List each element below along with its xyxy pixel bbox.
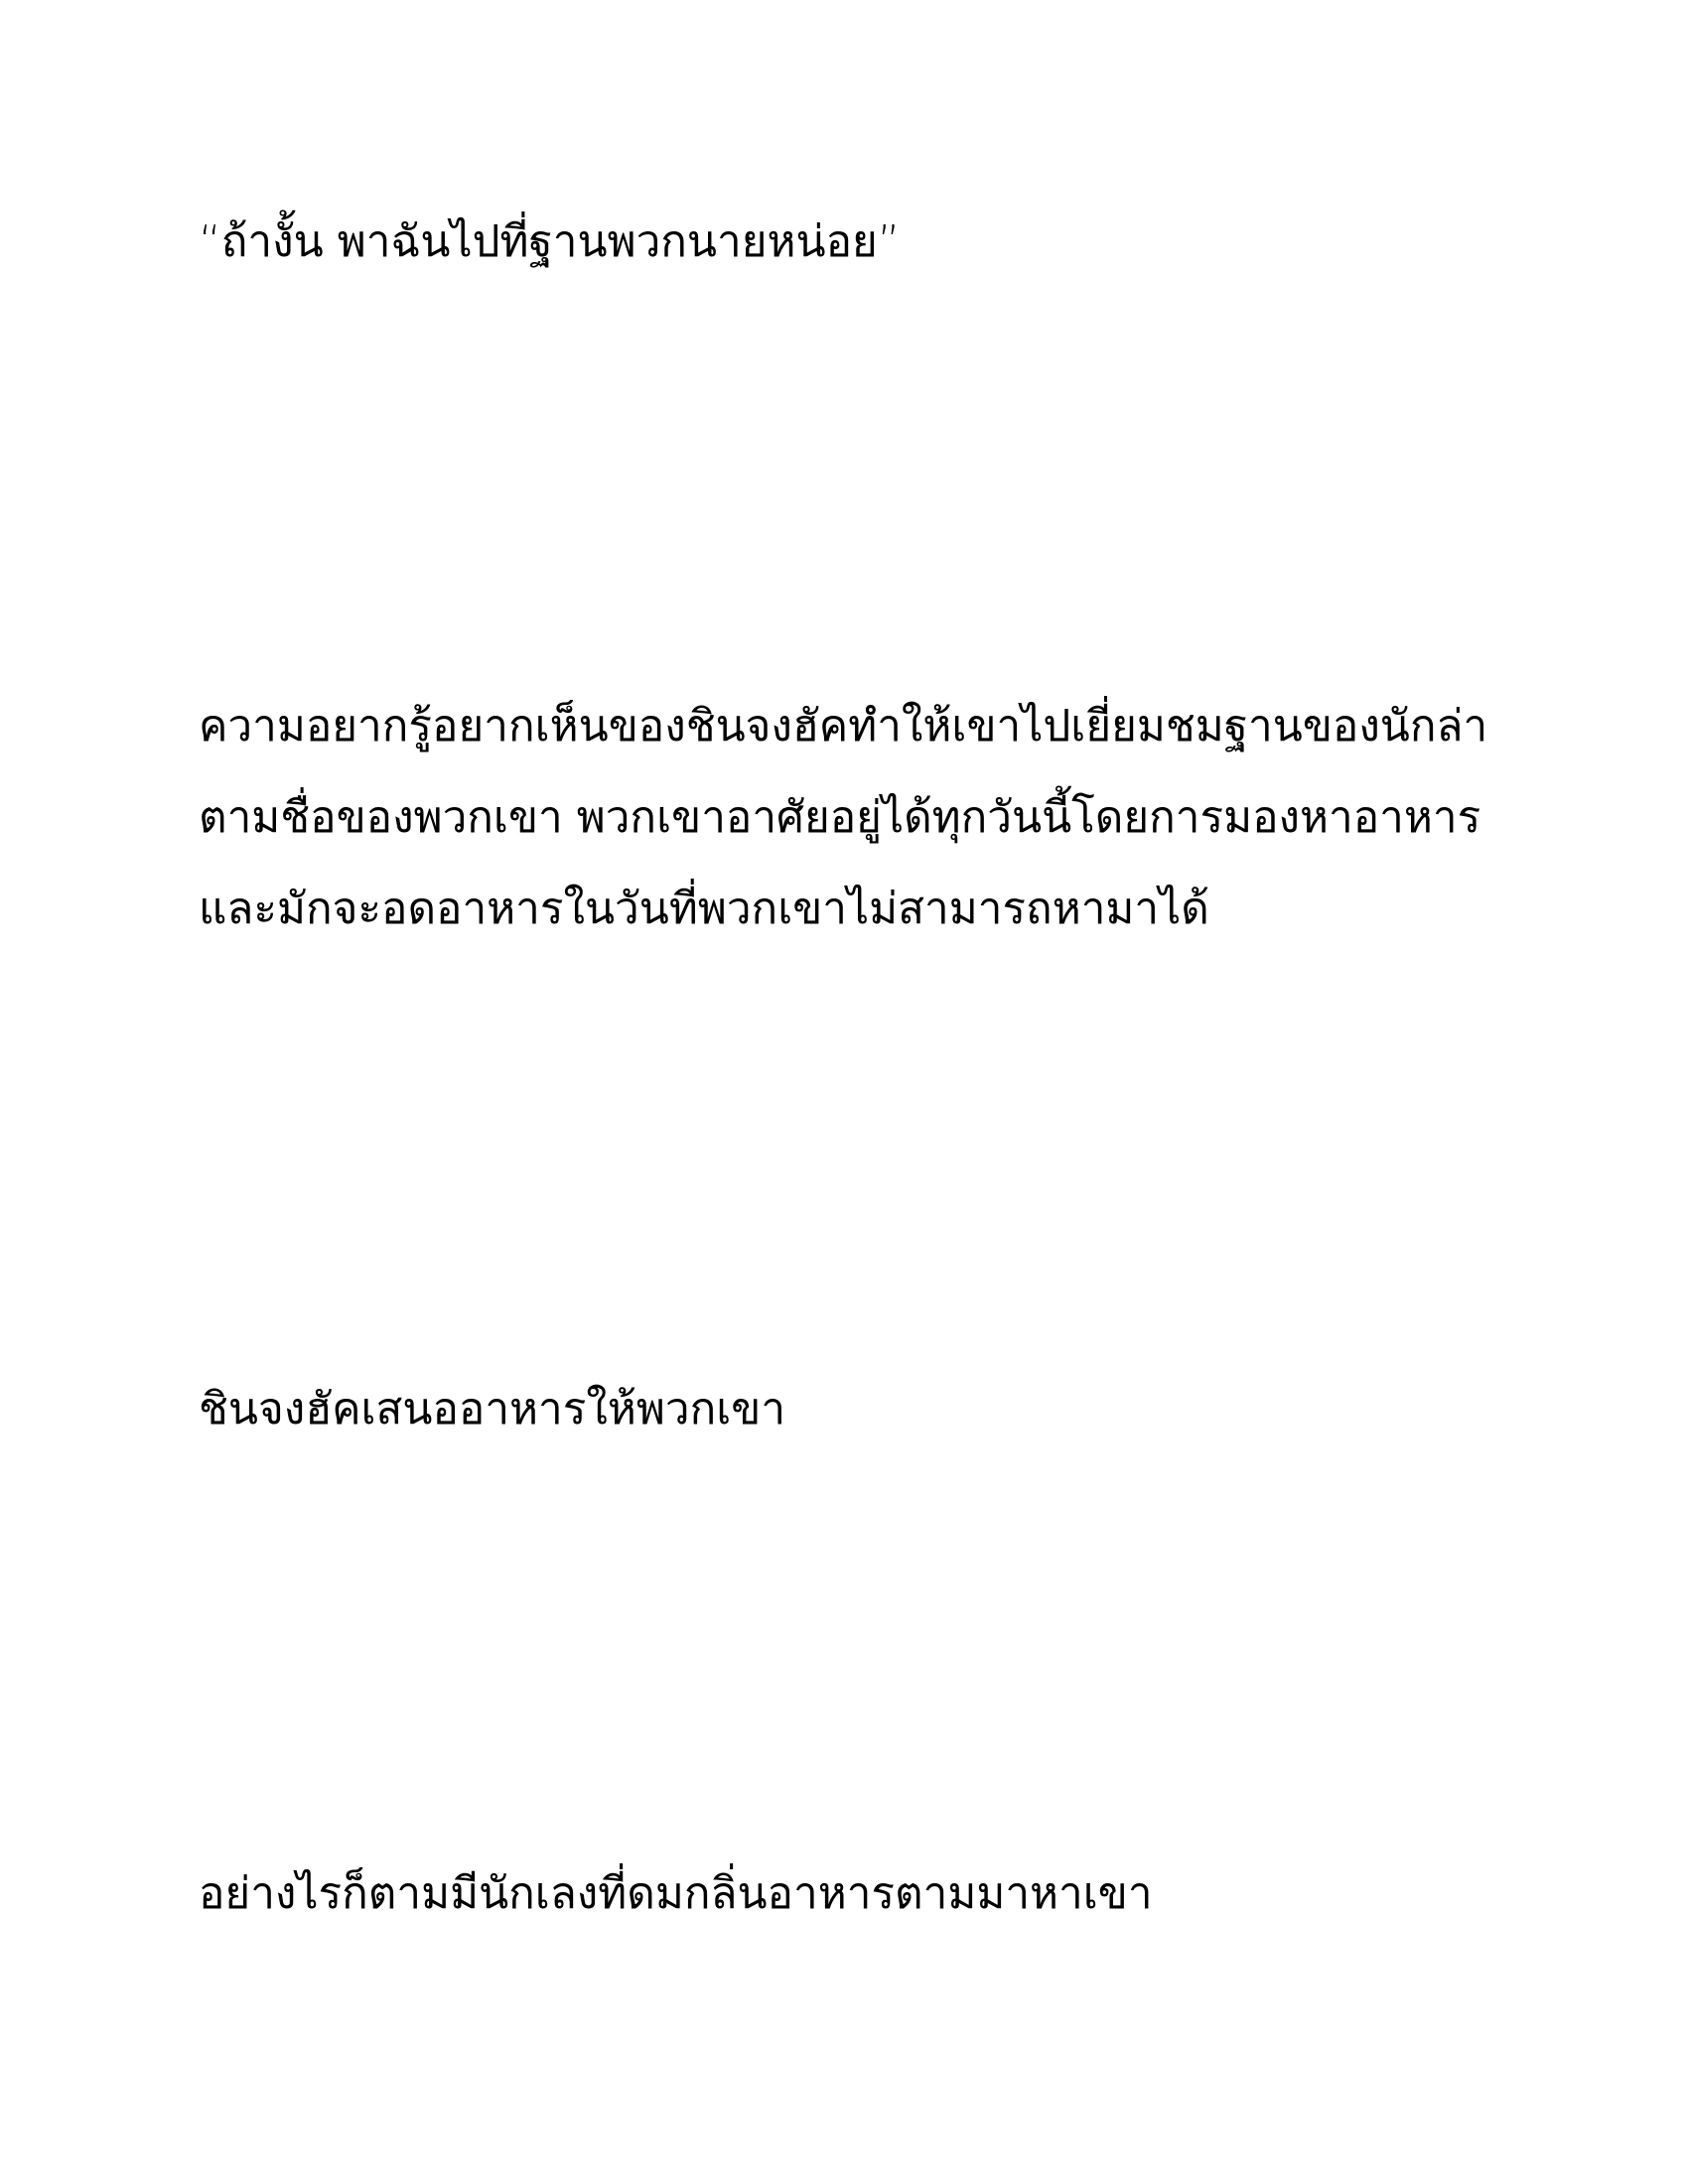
narration-paragraph bbox=[199, 1848, 1489, 1940]
narration-paragraph bbox=[199, 1364, 1489, 1455]
text-line: ชินจงฮัคเสนออาหารให้พวกเขา bbox=[199, 1384, 786, 1434]
dialogue-paragraph bbox=[199, 197, 1489, 288]
text-line: ความอยากรู้อยากเห็นของชินจงฮัคทำให้เขาไปเยี่ยมชมฐานของนักล่า bbox=[199, 701, 1488, 751]
text-line: ตามชื่อของพวกเขา พวกเขาอาศัยอยู่ได้ทุกวันนี้โดยการมองหาอาหาร bbox=[199, 792, 1481, 843]
narration-paragraph bbox=[199, 681, 1489, 955]
text-line: “ถ้างั้น พาฉันไปที่ฐานพวกนายหน่อย” bbox=[199, 216, 901, 267]
text-line: อย่างไรก็ตามมีนักเลงที่ดมกลิ่นอาหารตามมาหาเขา bbox=[199, 1868, 1153, 1919]
text-line: และมักจะอดอาหารในวันที่พวกเขาไม่สามารถหามาได้ bbox=[199, 884, 1209, 934]
